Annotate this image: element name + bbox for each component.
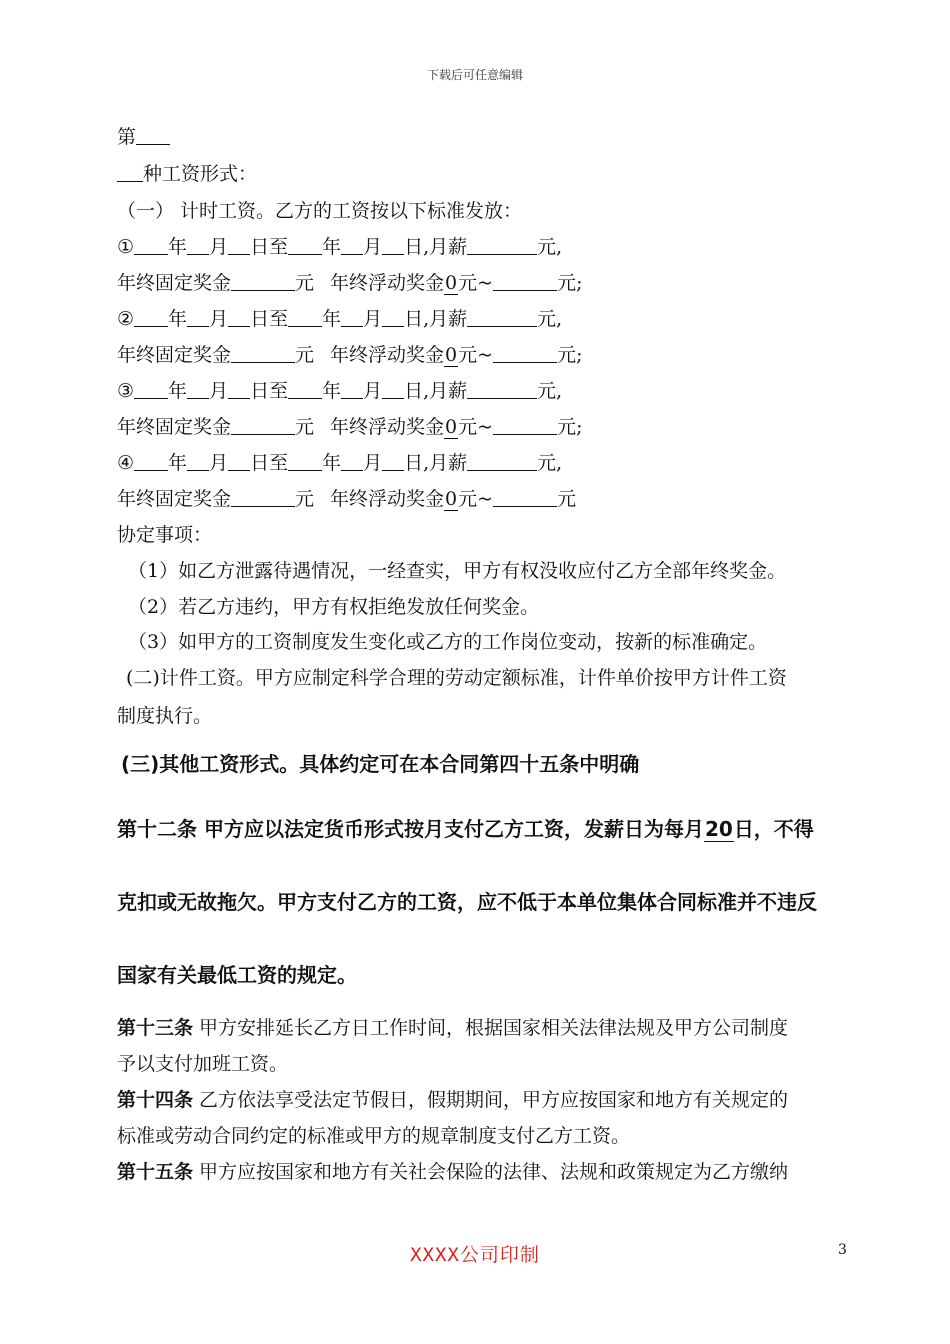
article-14-line (117, 1088, 788, 1112)
page-number: 3 (838, 1242, 847, 1258)
text-span: 年 (168, 236, 188, 258)
article-13-line: 予以支付加班工资。 (117, 1053, 289, 1075)
blank-underline (288, 234, 322, 255)
blank-underline (134, 306, 168, 327)
blank-underline (341, 450, 363, 471)
blank-underline (134, 234, 168, 255)
text-span: 月 (363, 308, 383, 330)
agreement-item: （3）如甲方的工资制度发生变化或乙方的工作岗位变动，按新的标准确定。 (128, 631, 768, 653)
text-line: （一） 计时工资。乙方的工资按以下标准发放： (117, 200, 523, 222)
text-span: 第 (117, 126, 137, 148)
blank-underline (228, 450, 250, 471)
text-span: 年 (322, 380, 342, 402)
text-span: 元; (557, 272, 583, 294)
text-span: 日,月薪 (404, 308, 468, 330)
blank-underline (228, 234, 250, 255)
header-note: 下载后可任意编辑 (426, 68, 523, 82)
text-span: 月 (363, 380, 383, 402)
blank-underline (134, 378, 168, 399)
blank-underline (493, 414, 557, 435)
article-13-line (117, 1016, 788, 1040)
text-span: 年终浮动奖金 (330, 344, 445, 366)
text-span: 年终浮动奖金 (330, 272, 445, 294)
blank-underline (288, 306, 322, 327)
text-span: 年终浮动奖金 (330, 416, 445, 438)
bonus-line (117, 486, 576, 511)
article-title: 第十五条 (117, 1161, 194, 1183)
text-span: 乙方依法享受法定节假日，假期期间，甲方应按国家和地方有关规定的 (193, 1089, 789, 1111)
bonus-line (117, 414, 582, 439)
item-marker: ① (117, 236, 135, 258)
text-span: 元~ (458, 416, 494, 438)
text-span: 月 (209, 380, 229, 402)
piece-wage-line: (二)计件工资。甲方应制定科学合理的劳动定额标准，计件单价按甲方计件工资 (126, 667, 787, 689)
text-span: 元, (537, 236, 563, 258)
blank-underline (288, 450, 322, 471)
text-line (117, 161, 257, 186)
text-span: 元; (557, 344, 583, 366)
text-span: 元 (295, 272, 315, 294)
salary-period-line (117, 234, 562, 259)
agreement-item: （2）若乙方违约，甲方有权拒绝发放任何奖金。 (128, 596, 540, 618)
text-span: 年 (168, 452, 188, 474)
text-span: 种工资形式： (143, 163, 258, 185)
blank-underline (231, 414, 295, 435)
blank-underline (382, 378, 404, 399)
text-span: 元, (537, 380, 563, 402)
salary-period-line (117, 306, 562, 331)
blank-underline (231, 270, 295, 291)
blank-underline (493, 270, 557, 291)
text-span: 月 (363, 452, 383, 474)
item-marker: ③ (117, 380, 135, 402)
text-span: 元~ (458, 488, 494, 510)
agreement-item: （1）如乙方泄露待遇情况，一经查实，甲方有权没收应付乙方全部年终奖金。 (128, 560, 787, 582)
other-wage-line: (三)其他工资形式。具体约定可在本合同第四十五条中明确 (121, 752, 640, 776)
text-span: 日至 (250, 380, 289, 402)
article-title: 第十三条 (117, 1017, 194, 1039)
blank-underline (231, 342, 295, 363)
text-span: 年 (168, 308, 188, 330)
text-span: 甲方安排延长乙方日工作时间，根据国家相关法律法规及甲方公司制度 (193, 1017, 789, 1039)
underlined-value: 0 (445, 272, 458, 294)
text-span: 日至 (250, 308, 289, 330)
underlined-value: 0 (445, 344, 458, 366)
blank-underline (228, 306, 250, 327)
text-span: 元 (295, 488, 315, 510)
text-span: 月 (363, 236, 383, 258)
blank-underline (288, 378, 322, 399)
payday-value: 20 (704, 817, 733, 841)
article-12-line (117, 817, 814, 841)
text-span: 年终固定奖金 (117, 272, 232, 294)
text-span: 元 (557, 488, 577, 510)
text-span: 日，不得 (733, 817, 814, 841)
company-print-mark: XXXX公司印制 (410, 1244, 540, 1266)
bonus-line (117, 270, 582, 295)
text-span: 年 (168, 380, 188, 402)
blank-underline (382, 450, 404, 471)
blank-underline (136, 124, 170, 145)
blank-underline (231, 486, 295, 507)
text-span: 年终固定奖金 (117, 416, 232, 438)
blank-underline (382, 306, 404, 327)
agreement-title: 协定事项： (117, 524, 213, 546)
bonus-line (117, 342, 582, 367)
blank-underline (187, 378, 209, 399)
text-span: 第十二条 甲方应以法定货币形式按月支付乙方工资，发薪日为每月 (117, 817, 704, 841)
blank-underline (467, 234, 537, 255)
text-span: 年 (322, 236, 342, 258)
article-15-line (117, 1160, 788, 1184)
blank-underline (493, 342, 557, 363)
blank-underline (382, 234, 404, 255)
text-span: 元, (537, 452, 563, 474)
text-line (117, 124, 170, 149)
text-span: 年终固定奖金 (117, 488, 232, 510)
text-span: 年 (322, 308, 342, 330)
blank-underline (467, 306, 537, 327)
text-span: 年终固定奖金 (117, 344, 232, 366)
item-marker: ② (117, 308, 135, 330)
blank-underline (187, 450, 209, 471)
blank-underline (187, 234, 209, 255)
blank-underline (117, 161, 143, 182)
text-span: 月 (209, 308, 229, 330)
text-span: 日,月薪 (404, 236, 468, 258)
item-marker: ④ (117, 452, 135, 474)
article-14-line: 标准或劳动合同约定的标准或甲方的规章制度支付乙方工资。 (117, 1125, 631, 1147)
text-span: 日至 (250, 236, 289, 258)
piece-wage-line: 制度执行。 (117, 705, 213, 727)
text-span: 日至 (250, 452, 289, 474)
text-span: 元 (295, 344, 315, 366)
text-span: 元, (537, 308, 563, 330)
article-12-line: 国家有关最低工资的规定。 (117, 963, 357, 987)
text-span: 日,月薪 (404, 452, 468, 474)
blank-underline (228, 378, 250, 399)
text-span: 月 (209, 236, 229, 258)
blank-underline (467, 450, 537, 471)
text-span: 月 (209, 452, 229, 474)
blank-underline (341, 306, 363, 327)
blank-underline (341, 234, 363, 255)
underlined-value: 0 (445, 488, 458, 510)
article-12-line: 克扣或无故拖欠。甲方支付乙方的工资，应不低于本单位集体合同标准并不违反 (117, 890, 817, 914)
text-span: 元~ (458, 272, 494, 294)
blank-underline (187, 306, 209, 327)
text-span: 日,月薪 (404, 380, 468, 402)
text-span: 年 (322, 452, 342, 474)
blank-underline (341, 378, 363, 399)
salary-period-line (117, 450, 562, 475)
underlined-value: 0 (445, 416, 458, 438)
text-span: 元~ (458, 344, 494, 366)
text-span: 元 (295, 416, 315, 438)
text-span: 元; (557, 416, 583, 438)
salary-period-line (117, 378, 562, 403)
text-span: 甲方应按国家和地方有关社会保险的法律、法规和政策规定为乙方缴纳 (193, 1161, 789, 1183)
blank-underline (467, 378, 537, 399)
text-span: 年终浮动奖金 (330, 488, 445, 510)
article-title: 第十四条 (117, 1089, 194, 1111)
blank-underline (134, 450, 168, 471)
blank-underline (493, 486, 557, 507)
